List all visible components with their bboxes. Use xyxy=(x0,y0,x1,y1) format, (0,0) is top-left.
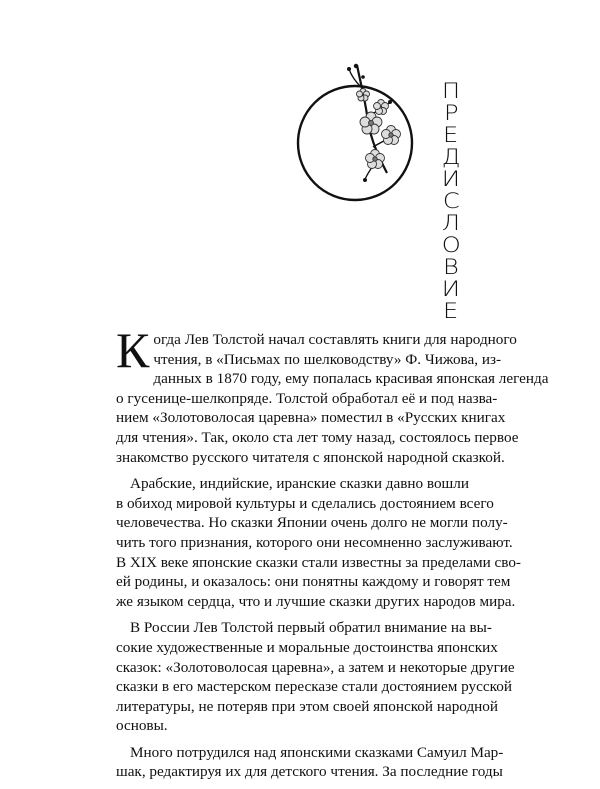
paragraph xyxy=(116,618,515,736)
paragraph xyxy=(116,474,521,611)
text-line: чить того признания, которого они несомненно заслуживают. xyxy=(116,533,513,551)
text-line: ей родины, и оказалось: они понятны каждому и говорят тем xyxy=(116,573,511,591)
title-letter: Р xyxy=(443,101,459,125)
text-line: литературы, не потеряв при этом своей японской народной xyxy=(116,697,499,715)
text-line: шак, редактируя их для детского чтения. За последние годы xyxy=(116,763,503,781)
text-line: же языком сердца, что и лучшие сказки других народов мира. xyxy=(116,592,516,610)
paragraph xyxy=(116,743,504,782)
title-letter: О xyxy=(441,233,461,257)
text-line: в обиход мировой культуры и сделались достоянием всего xyxy=(116,494,494,512)
text-line: сказок: «Золотоволосая царевна», а затем и некоторые другие xyxy=(116,658,515,676)
text-line: для чтения». Так, около ста лет тому назад, состоялось первое xyxy=(116,428,519,446)
text-line: Много потрудился над японскими сказками Самуил Мар- xyxy=(130,743,504,761)
text-line: огда Лев Толстой начал составлять книги для народного xyxy=(153,331,517,348)
page-title xyxy=(437,80,465,322)
title-letter: Л xyxy=(441,211,461,235)
text-line: чтения, в «Письмах по шелководству» Ф. Чижова, из- xyxy=(153,350,502,368)
title-letter: Е xyxy=(443,123,459,147)
title-letter: Е xyxy=(443,299,459,323)
drop-cap: К xyxy=(116,322,150,378)
title-letter: В xyxy=(443,255,459,279)
text-line: человечества. Но сказки Японии очень долго не могли полу- xyxy=(116,514,508,532)
text-line: нием «Золотоволосая царевна» поместил в «Русских книгах xyxy=(116,409,506,427)
text-line: о гусенице-шелкопряде. Толстой обработал её и под назва- xyxy=(116,389,498,407)
text-line: данных в 1870 году, ему попалась красивая японская легенда xyxy=(153,370,549,388)
text-line: сокие художественные и моральные достоинства японских xyxy=(116,638,498,656)
paragraph xyxy=(116,322,549,467)
title-letter: С xyxy=(442,189,460,213)
cherry-blossom-moon-icon xyxy=(295,55,435,205)
title-letter: П xyxy=(441,79,461,103)
text-line: Арабские, индийские, иранские сказки давно вошли xyxy=(130,475,469,493)
title-letter: И xyxy=(441,277,461,301)
text-line: сказки в его мастерском пересказе стали достоянием русской xyxy=(116,678,512,696)
text-line: В России Лев Толстой первый обратил внимание на вы- xyxy=(130,619,492,637)
text-line: В XIX веке японские сказки стали известны за пределами сво- xyxy=(116,553,521,571)
text-line: основы. xyxy=(116,717,168,735)
body-text xyxy=(116,322,549,789)
title-letter: И xyxy=(441,167,461,191)
text-line: знакомство русского читателя с японской народной сказкой. xyxy=(116,448,505,466)
title-letter: Д xyxy=(441,145,461,169)
